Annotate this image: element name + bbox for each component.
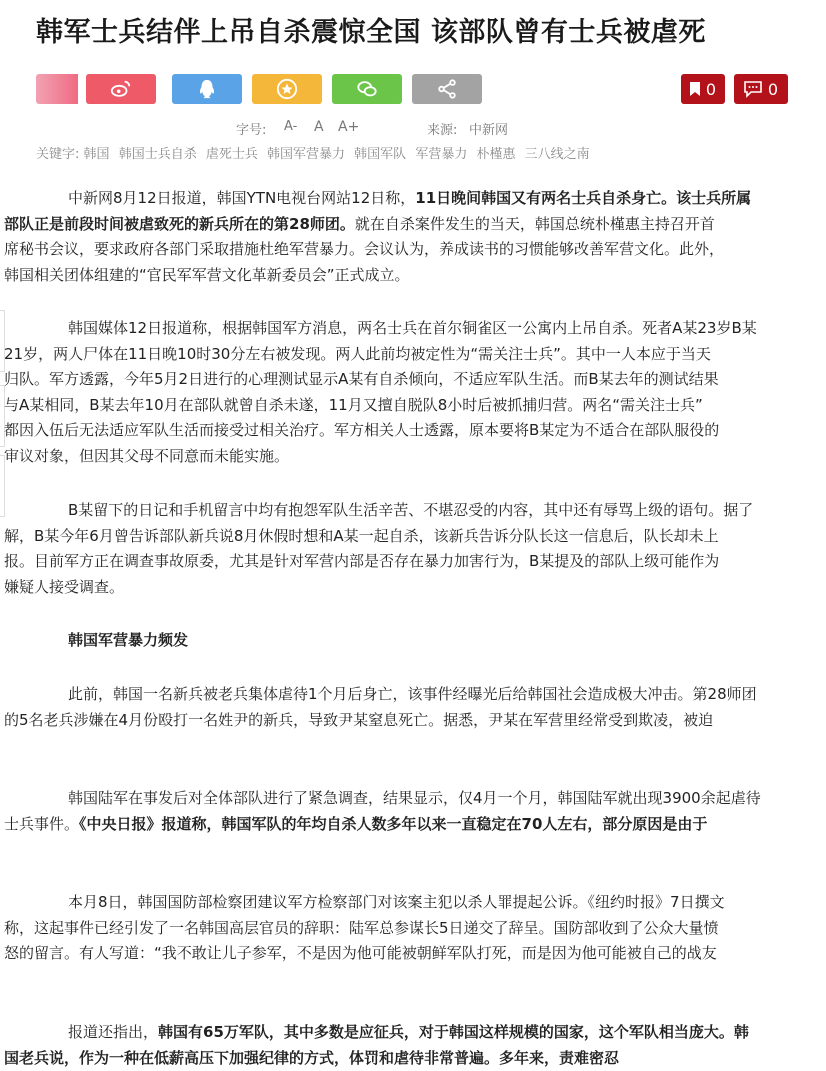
keyword-link[interactable]: 韩国士兵自杀 — [118, 147, 197, 162]
text-run: 韩国媒体12日报道称，根据韩国军方消息，两名士兵在首尔铜雀区一公寓内上吊自杀。死者A某23岁B某 — [68, 319, 757, 337]
source-name: 中新网 — [469, 123, 509, 138]
share-more-button[interactable] — [412, 74, 482, 104]
article-paragraph — [4, 316, 757, 470]
text-run: 称，这起事件已经引发了一名韩国高层官员的辞职：陆军总参谋长5日递交了辞呈。国防部收到了公众大量愤 — [4, 918, 719, 937]
font-size-large-button[interactable]: A+ — [338, 119, 360, 135]
text-run: 审议对象，但因其父母不同意而未能实施。 — [4, 446, 290, 465]
text-run: 报道还指出， — [68, 1023, 159, 1041]
text-run: 与A某相同，B某去年10月在部队就曾自杀未遂，11月又擅自脱队8小时后被抓捕归营。两名“需关注士兵” — [4, 395, 703, 414]
text-run: 的5名老兵涉嫌在4月份殴打一名姓尹的新兵，导致尹某窒息死亡。据悉，尹某在军营里经常受到欺凌，被迫 — [4, 710, 714, 729]
font-size-label: 字号: — [236, 123, 267, 138]
article-paragraph — [4, 786, 761, 837]
bookmark-count-button[interactable] — [681, 74, 725, 104]
star-icon — [276, 78, 298, 100]
comment-count: 0 — [767, 79, 779, 99]
article-subheading: 韩国军营暴力频发 — [68, 631, 189, 649]
text-run: 中新网8月12日报道，韩国YTN电视台网站12日称， — [68, 189, 416, 207]
text-run: B某留下的日记和手机留言中均有抱怨军队生活辛苦、不堪忍受的内容，其中还有辱骂上级的语句。据了 — [68, 501, 754, 519]
comment-count-button[interactable] — [734, 74, 788, 104]
article-paragraph — [4, 186, 752, 288]
share-favorite-button[interactable] — [252, 74, 322, 104]
weibo-icon — [110, 78, 132, 100]
share-toolbar — [36, 74, 796, 104]
keyword-link[interactable]: 虐死士兵 — [205, 147, 258, 162]
keyword-link[interactable]: 三八线之南 — [524, 147, 590, 162]
bold-text-run: 韩国有65万军队，其中多数是应征兵，对于韩国这样规模的国家，这个军队相当庞大。韩 — [158, 1023, 749, 1041]
text-run: 归队。军方透露，今年5月2日进行的心理测试显示A某有自杀倾向，不适应军队生活。而B某去年的测试结果 — [4, 370, 719, 389]
bold-text-run: 《中央日报》报道称，韩国军队的年均自杀人数多年以来一直稳定在70人左右，部分原因是由于 — [79, 814, 708, 833]
bold-text-run: 国老兵说，作为一种在低薪高压下加强纪律的方式，体罚和虐待非常普遍。多年来，责难密忍 — [4, 1048, 620, 1067]
font-size-small-button[interactable]: A- — [284, 119, 298, 134]
font-size-medium-button[interactable]: A — [314, 119, 324, 135]
article-meta — [0, 119, 826, 137]
share-button-partial[interactable] — [36, 74, 78, 104]
text-run: 嫌疑人接受调查。 — [4, 577, 125, 596]
text-run: 解，B某今年6月曾告诉部队新兵说8月休假时想和A某一起自杀，该新兵告诉分队长这一信息后，队长却未上 — [4, 526, 719, 545]
text-run: 怒的留言。有人写道：“我不敢让儿子参军，不是因为他可能被朝鲜军队打死，而是因为他可能被自己的战友 — [4, 944, 717, 963]
article-paragraph — [4, 1020, 749, 1071]
text-run: 韩国陆军在事发后对全体部队进行了紧急调查，结果显示，仅4月一个月，韩国陆军就出现3900余起虐待 — [68, 789, 761, 807]
keyword-link[interactable]: 韩国 — [83, 147, 110, 162]
keyword-link[interactable]: 朴槿惠 — [476, 147, 516, 162]
keyword-link[interactable]: 韩国军队 — [354, 147, 407, 162]
share-weibo-button[interactable] — [86, 74, 156, 104]
text-run: 士兵事件。 — [4, 814, 80, 833]
comment-icon — [744, 81, 762, 97]
bold-text-run: 11日晚间韩国又有两名士兵自杀身亡。该士兵所属 — [415, 189, 752, 207]
qq-penguin-icon — [196, 78, 218, 100]
keywords-row — [36, 143, 595, 162]
share-wechat-button[interactable] — [332, 74, 402, 104]
article-paragraph — [4, 682, 757, 733]
keyword-link[interactable]: 韩国军营暴力 — [267, 147, 346, 162]
text-run: 席秘书会议，要求政府各部门采取措施杜绝军营暴力。会议认为，养成读书的习惯能够改善军营文化。此外， — [4, 240, 725, 259]
share-qq-button[interactable] — [172, 74, 242, 104]
text-run: 21岁，两人尸体在11日晚10时30分左右被发现。两人此前均被定性为“需关注士兵”。其中一人本应于当天 — [4, 344, 711, 363]
bookmark-icon — [690, 82, 700, 96]
keyword-link[interactable]: 军营暴力 — [415, 147, 468, 162]
share-icon — [436, 78, 458, 100]
text-run: 报。目前军方正在调查事故原委，尤其是针对军营内部是否存在暴力加害行为，B某提及的部队上级可能作为 — [4, 552, 720, 571]
article-title: 韩军士兵结伴上吊自杀震惊全国 该部队曾有士兵被虐死 — [36, 17, 706, 48]
text-run: 本月8日，韩国国防部检察团建议军方检察部门对该案主犯以杀人罪提起公诉。《纽约时报》7日撰文 — [68, 893, 725, 911]
article-paragraph — [4, 890, 725, 967]
text-run: 都因入伍后无法适应军队生活而接受过相关治疗。军方相关人士透露，原本要将B某定为不适合在部队服役的 — [4, 421, 720, 440]
bookmark-count: 0 — [705, 79, 717, 99]
keywords-label: 关键字: — [36, 147, 80, 162]
text-run: 就在自杀案件发生的当天，韩国总统朴槿惠主持召开首 — [354, 214, 715, 233]
source-label: 来源: — [427, 123, 458, 138]
text-run: 韩国相关团体组建的“官民军军营文化革新委员会”正式成立。 — [4, 265, 410, 284]
article-paragraph — [4, 498, 754, 600]
text-run: 此前，韩国一名新兵被老兵集体虐待1个月后身亡，该事件经曝光后给韩国社会造成极大冲击。第28师团 — [68, 685, 757, 703]
wechat-icon — [356, 78, 378, 100]
bold-text-run: 部队正是前段时间被虐致死的新兵所在的第28师团。 — [4, 214, 355, 233]
